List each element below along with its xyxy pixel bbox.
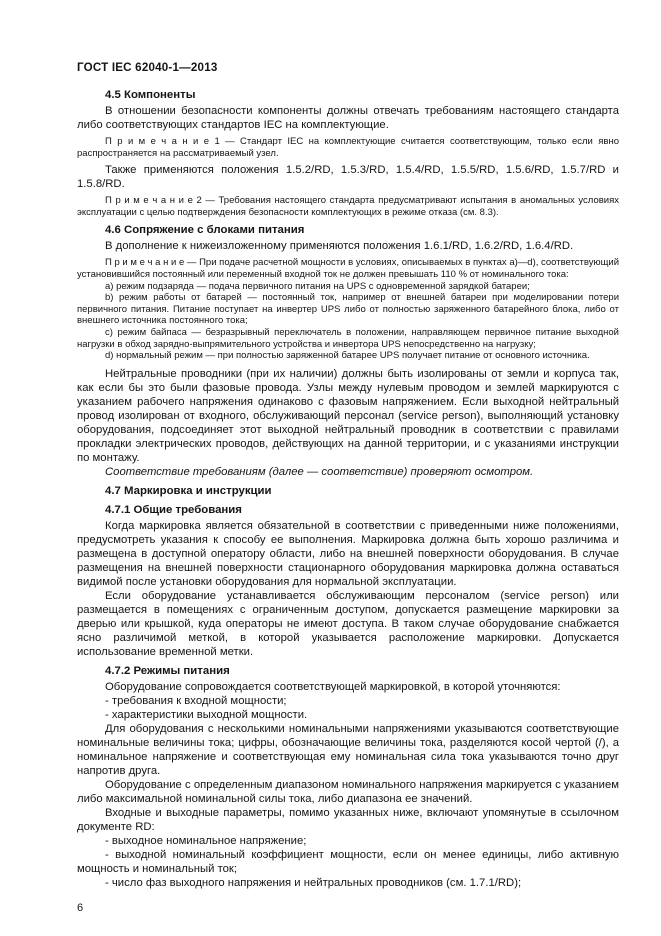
paragraph: В дополнение к нижеизложенному применяются положения 1.6.1/RD, 1.6.2/RD, 1.6.4/RD. <box>105 240 574 253</box>
paragraph: Оборудование сопровождается соответствующей маркировкой, в которой уточняются: <box>105 680 561 693</box>
list-item: - выходное номинальное напряжение; <box>105 834 307 847</box>
paragraph: Когда маркировка является обязательной в соответствии с приведенными ниже положениями, предусмотреть указания к способу ее выполнения. Маркировка должна быть хорошо различима и размещена в доступной оператору области, либо на внешней поверхности оборудования. В случае размещения на внешней поверхности стационарного оборудования маркировка должна оставаться видимой после установки оборудования для нормальной эксплуатации. <box>77 519 619 588</box>
paragraph: Входные и выходные параметры, помимо указанных ниже, включают упомянутые в ссылочном документе RD: <box>77 806 619 833</box>
paragraph: Для оборудования с несколькими номинальными напряжениями указываются соответствующие номинальные величины тока; цифры, обозначающие величины тока, разделяются косой чертой (/), а номинальное напряжение и соответствующая ему номинальная сила тока указываются точно друг напротив друга. <box>77 722 619 777</box>
note-2: П р и м е ч а н и е 2 — Требования настоящего стандарта предусматривают испытания в аномальных условиях эксплуатации с целью подтверждения безопасности комплектующих в режиме отказа (см. 8.3). <box>77 195 619 218</box>
paragraph: Оборудование с определенным диапазоном номинального напряжения маркируется с указанием либо максимальной номинальной силы тока, либо диапазона ее значений. <box>77 778 619 805</box>
paragraph: Также применяются положения 1.5.2/RD, 1.5.3/RD, 1.5.4/RD, 1.5.5/RD, 1.5.6/RD, 1.5.7/RD и 1.5.8/RD. <box>77 164 619 191</box>
note-intro: П р и м е ч а н и е — При подаче расчетной мощности в условиях, описываемых в пунктах a)—d), соответствующий установившийся постоянный или переменный входной ток не должен превышать 110 % от номинального тока: <box>77 257 619 280</box>
page-content <box>77 61 619 914</box>
section-heading-4-7-2: 4.7.2 Режимы питания <box>105 664 230 677</box>
list-item: - требования к входной мощности; <box>105 694 287 707</box>
section-heading-4-7: 4.7 Маркировка и инструкции <box>105 484 272 497</box>
paragraph: Нейтральные проводники (при их наличии) должны быть изолированы от земли и корпуса так, как если бы это были фазовые провода. Узлы между нулевым проводом и землей маркируются с указанием рабочего напряжения одинаково с фазовым напряжением. Если выходной нейтральный провод изолирован от входного, обслуживающий персонал (service person), выполняющий установку оборудования, подсоединяет этот выходной нейтральный проводник в соответствии с правилами прокладки электрических проводов, действующих на данной территории, и с указаниями инструкции по монтажу. <box>77 367 619 464</box>
section-heading-4-6: 4.6 Сопряжение с блоками питания <box>105 224 305 237</box>
list-item: - число фаз выходного напряжения и нейтральных проводников (см. 1.7.1/RD); <box>105 876 522 889</box>
page-number: 6 <box>77 901 84 914</box>
note-list-item-d: d) нормальный режим — при полностью заряженной батарее UPS получает питание от основного источника. <box>105 350 590 362</box>
paragraph: В отношении безопасности компоненты должны отвечать требованиям настоящего стандарта либо соответствующих стандартов IEC на комплектующие. <box>77 105 619 131</box>
running-header: ГОСТ IEC 62040-1—2013 <box>77 61 218 74</box>
note-list-item-c: c) режим байпаса — безразрывный переключатель в положении, направляющем первичное питание выходной нагрузки в обход зарядно-выпрямительного устройства и инвертора UPS непосредственно на нагрузку; <box>77 326 619 350</box>
section-heading-4-7-1: 4.7.1 Общие требования <box>105 503 242 516</box>
list-item: - характеристики выходной мощности. <box>105 708 308 721</box>
note-1: П р и м е ч а н и е 1 — Стандарт IEC на комплектующие считается соответствующим, только если явно распространяется на рассматриваемый узел. <box>77 136 619 159</box>
paragraph: Если оборудование устанавливается обслуживающим персоналом (service person) или размещается в помещениях с ограниченным доступом, допускается размещение маркировки за дверью или крышкой, куда операторы не имеют доступа. В таком случае оборудование снабжается ясно различимой меткой, в которой указывается расположение маркировки. Допускается использование временной метки. <box>77 589 619 658</box>
section-heading-4-5: 4.5 Компоненты <box>105 89 196 101</box>
note-list-item-b: b) режим работы от батарей — постоянный ток, например от внешней батареи при моделировании потери первичного питания. Питание поступает на инвертер UPS либо от полностью заряженного батарейного блока, либо от внешнего источника постоянного тока; <box>77 292 619 327</box>
list-item: - выходной номинальный коэффициент мощности, если он менее единицы, либо активную мощность и номинальный ток; <box>77 848 619 875</box>
compliance-statement: Соответствие требованиям (далее — соответствие) проверяют осмотром. <box>105 465 534 478</box>
note-list-item-a: a) режим подзаряда — подача первичного питания на UPS с одновременной зарядкой батареи; <box>105 280 530 292</box>
